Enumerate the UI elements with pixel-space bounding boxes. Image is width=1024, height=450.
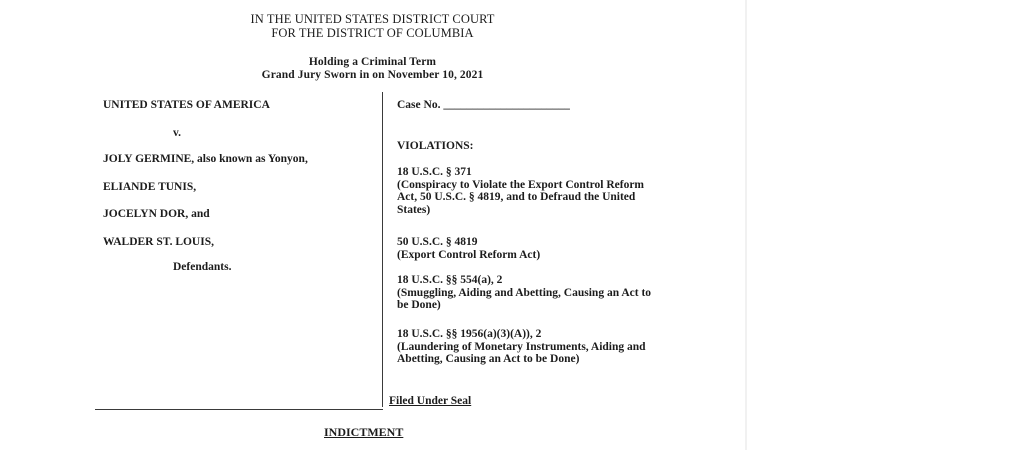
violation-2-code: 50 U.S.C. § 4819 [397,236,478,248]
term-line2: Grand Jury Sworn in on November 10, 2021 [261,69,484,81]
defendants-label: Defendants. [173,261,232,273]
violation-1 [397,166,659,216]
caption-vertical-divider [382,92,383,407]
court-name-line1: IN THE UNITED STATES DISTRICT COURT [250,12,495,26]
violation-1-desc: (Conspiracy to Violate the Export Control Reform Act, 50 U.S.C. § 4819, and to Defraud the United States) [397,178,645,216]
violation-2-desc: (Export Control Reform Act) [397,248,541,261]
filed-under-seal: Filed Under Seal [389,395,472,407]
violation-4-code: 18 U.S.C. §§ 1956(a)(3)(A)), 2 [397,328,542,340]
violation-3-code: 18 U.S.C. §§ 554(a), 2 [397,274,503,286]
defendant-4: WALDER ST. LOUIS, [103,236,214,248]
versus-label: v. [173,127,181,139]
violation-4 [397,328,659,366]
page-edge [745,0,747,450]
violation-3-desc: (Smuggling, Aiding and Abetting, Causing an Act to be Done) [397,286,652,311]
defendant-1: JOLY GERMINE, also known as Yonyon, [103,153,308,165]
plaintiff-name: UNITED STATES OF AMERICA [103,99,270,111]
violation-4-desc: (Laundering of Monetary Instruments, Aiding and Abetting, Causing an Act to be Done) [397,340,646,365]
violation-1-code: 18 U.S.C. § 371 [397,166,472,178]
term-line1: Holding a Criminal Term [308,56,437,68]
caption-horizontal-divider [95,409,383,410]
court-name-line2: FOR THE DISTRICT OF COLUMBIA [271,26,474,40]
defendant-3: JOCELYN DOR, and [103,208,210,220]
case-number-line: Case No. ______________________ [397,99,570,111]
defendant-2: ELIANDE TUNIS, [103,181,197,193]
indictment-title: INDICTMENT [324,425,404,439]
violation-2 [397,236,659,261]
violations-heading: VIOLATIONS: [397,140,474,152]
violation-3 [397,274,659,312]
